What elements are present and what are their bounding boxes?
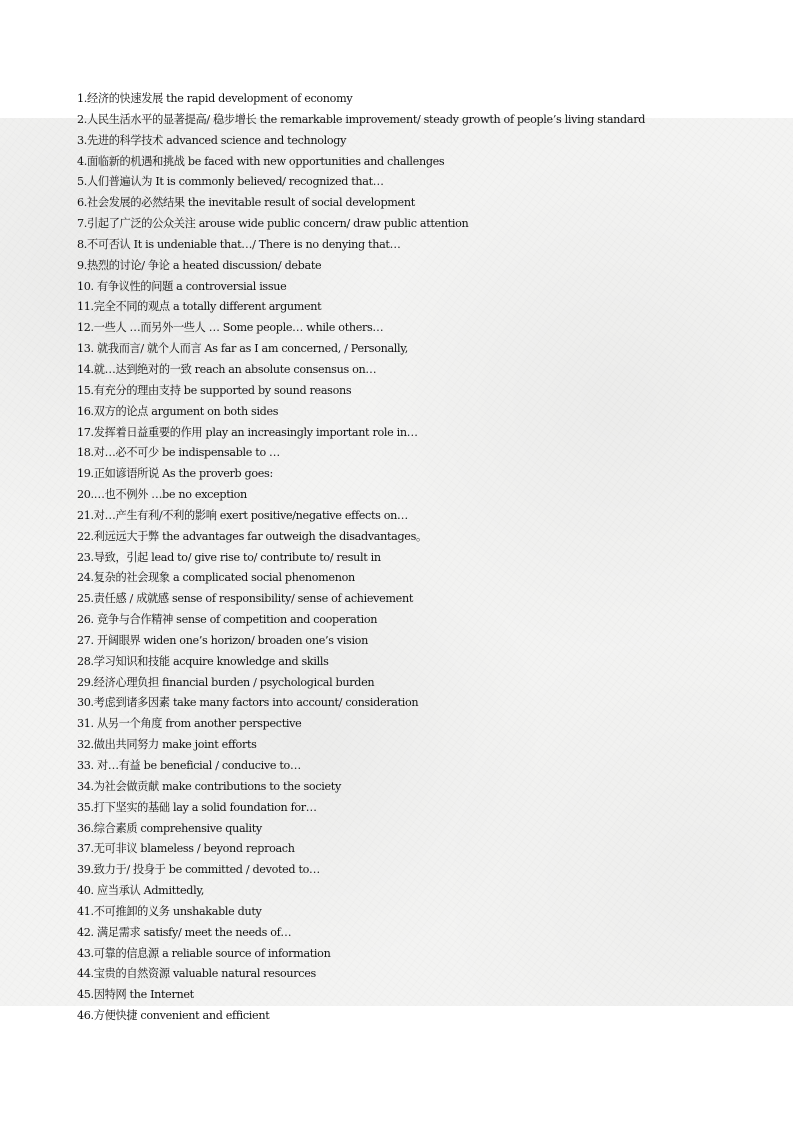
- phrase-text: 32.做出共同努力 make joint efforts: [77, 737, 257, 752]
- list-item: [77, 963, 777, 984]
- list-item: [77, 713, 777, 734]
- list-item: [77, 880, 777, 901]
- list-item: [77, 567, 777, 588]
- list-item: [77, 755, 777, 776]
- list-item: [77, 922, 777, 943]
- phrase-text: 16.双方的论点 argument on both sides: [77, 403, 279, 418]
- phrase-text: 29.经济心理负担 financial burden / psychological burden: [77, 674, 375, 689]
- list-item: [77, 338, 777, 359]
- phrase-text: 36.综合素质 comprehensive quality: [77, 820, 262, 835]
- list-item: [77, 359, 777, 380]
- phrase-text: 6.社会发展的必然结果 the inevitable result of social development: [77, 195, 415, 210]
- phrase-text: 34.为社会做贡献 make contributions to the society: [77, 778, 341, 793]
- list-item: [77, 88, 777, 109]
- phrase-text: 20.…也不例外 …be no exception: [77, 487, 247, 502]
- list-item: [77, 630, 777, 651]
- phrase-text: 43.可靠的信息源 a reliable source of information: [77, 945, 331, 960]
- phrase-text: 9.热烈的讨论/ 争论 a heated discussion/ debate: [77, 257, 322, 272]
- list-item: [77, 526, 777, 547]
- list-item: [77, 130, 777, 151]
- phrase-text: 37.无可非议 blameless / beyond reproach: [77, 841, 295, 856]
- list-item: [77, 651, 777, 672]
- phrase-text: 14.就…达到绝对的一致 reach an absolute consensus on…: [77, 361, 377, 376]
- phrase-text: 7.引起了广泛的公众关注 arouse wide public concern/ draw public attention: [77, 216, 469, 231]
- phrase-text: 25.责任感 / 成就感 sense of responsibility/ sense of achievement: [77, 591, 414, 606]
- phrase-text: 39.致力于/ 投身于 be committed / devoted to…: [77, 862, 320, 877]
- list-item: [77, 151, 777, 172]
- phrase-text: 42. 满足需求 satisfy/ meet the needs of…: [77, 924, 292, 939]
- phrase-text: 31. 从另一个角度 from another perspective: [77, 716, 302, 731]
- phrase-text: 24.复杂的社会现象 a complicated social phenomenon: [77, 570, 355, 585]
- phrase-text: 27. 开阔眼界 widen one’s horizon/ broaden one’s vision: [77, 632, 368, 647]
- list-item: [77, 422, 777, 443]
- list-item: [77, 296, 777, 317]
- phrase-text: 21.对…产生有利/不利的影响 exert positive/negative effects on…: [77, 507, 408, 522]
- list-item: [77, 943, 777, 964]
- phrase-text: 22.利远远大于弊 the advantages far outweigh the disadvantages。: [77, 528, 427, 543]
- list-item: [77, 838, 777, 859]
- list-item: [77, 380, 777, 401]
- phrase-text: 10. 有争议性的问题 a controversial issue: [77, 278, 287, 293]
- list-item: [77, 547, 777, 568]
- phrase-text: 11.完全不同的观点 a totally different argument: [77, 299, 322, 314]
- phrase-text: 28.学习知识和技能 acquire knowledge and skills: [77, 653, 329, 668]
- phrase-text: 8.不可否认 It is undeniable that…/ There is no denying that…: [77, 236, 401, 251]
- phrase-text: 12.一些人 …而另外一些人 … Some people… while others…: [77, 320, 384, 335]
- list-item: [77, 609, 777, 630]
- list-item: [77, 505, 777, 526]
- list-item: [77, 1005, 777, 1026]
- list-item: [77, 276, 777, 297]
- phrase-text: 19.正如谚语所说 As the proverb goes:: [77, 466, 273, 481]
- list-item: [77, 692, 777, 713]
- list-item: [77, 171, 777, 192]
- phrase-text: 23.导致，引起 lead to/ give rise to/ contribute to/ result in: [77, 549, 381, 564]
- phrase-text: 26. 竞争与合作精神 sense of competition and cooperation: [77, 612, 378, 627]
- phrase-text: 2.人民生活水平的显著提高/ 稳步增长 the remarkable improvement/ steady growth of people’s living standard: [77, 111, 646, 126]
- list-item: [77, 901, 777, 922]
- phrase-list: [77, 88, 777, 1026]
- phrase-text: 35.打下坚实的基础 lay a solid foundation for…: [77, 799, 317, 814]
- list-item: [77, 442, 777, 463]
- list-item: [77, 776, 777, 797]
- list-item: [77, 797, 777, 818]
- phrase-text: 18.对…必不可少 be indispensable to …: [77, 445, 280, 460]
- list-item: [77, 859, 777, 880]
- list-item: [77, 192, 777, 213]
- phrase-text: 30.考虑到诸多因素 take many factors into account/ consideration: [77, 695, 419, 710]
- phrase-text: 33. 对…有益 be beneficial / conducive to…: [77, 758, 301, 772]
- list-item: [77, 255, 777, 276]
- phrase-text: 44.宝贵的自然资源 valuable natural resources: [77, 966, 316, 981]
- phrase-text: 40. 应当承认 Admittedly,: [77, 883, 205, 898]
- phrase-text: 1.经济的快速发展 the rapid development of economy: [77, 91, 353, 105]
- list-item: [77, 463, 777, 484]
- phrase-text: 41.不可推卸的义务 unshakable duty: [77, 903, 262, 918]
- list-item: [77, 734, 777, 755]
- phrase-text: 13. 就我而言/ 就个人而言 As far as I am concerned, / Personally,: [77, 341, 408, 356]
- list-item: [77, 234, 777, 255]
- list-item: [77, 213, 777, 234]
- list-item: [77, 818, 777, 839]
- phrase-text: 15.有充分的理由支持 be supported by sound reasons: [77, 382, 352, 397]
- list-item: [77, 317, 777, 338]
- phrase-text: 3.先进的科学技术 advanced science and technology: [77, 132, 347, 147]
- phrase-text: 5.人们普遍认为 It is commonly believed/ recognized that…: [77, 174, 384, 189]
- phrase-text: 4.面临新的机遇和挑战 be faced with new opportunities and challenges: [77, 153, 445, 168]
- list-item: [77, 672, 777, 693]
- list-item: [77, 401, 777, 422]
- list-item: [77, 984, 777, 1005]
- phrase-text: 45.因特网 the Internet: [77, 987, 194, 1002]
- phrase-text: 17.发挥着日益重要的作用 play an increasingly important role in…: [77, 424, 418, 439]
- list-item: [77, 588, 777, 609]
- phrase-text: 46.方便快捷 convenient and efficient: [77, 1008, 270, 1023]
- list-item: [77, 109, 777, 130]
- list-item: [77, 484, 777, 505]
